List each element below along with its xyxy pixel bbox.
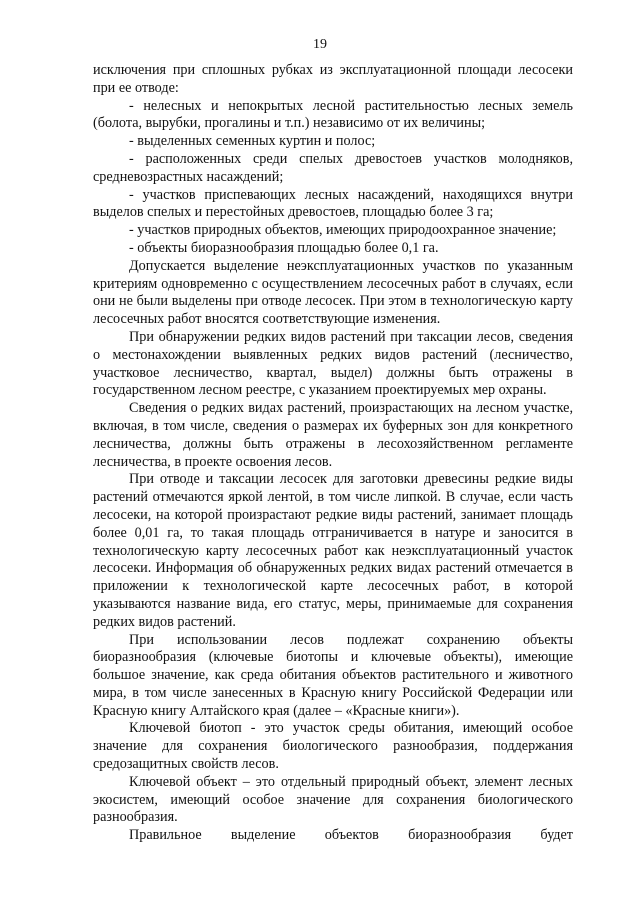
list-item: - выделенных семенных куртин и полос; [129,133,376,150]
paragraph: При использовании лесов подлежат сохранению объекты биоразнообразия (ключевые биотопы и ключевые объекты), имеющие большое значение, как среда обитания объектов растительного и животного мира, в том числе занесенных в Красную книгу Российской Федерации или Красную книгу Алтайского края (далее – «Красные книги»). [93,631,573,719]
document-body [93,62,573,845]
page-number: 19 [313,37,327,52]
paragraph: При обнаружении редких видов растений при таксации лесов, сведения о местонахождении выявленных редких видов растений (лесничество, участковое лесничество, квартал, выдел) должны быть отражены в государственном лесном реестре, с указанием проектируемых мер охраны. [93,328,573,399]
paragraph: При отводе и таксации лесосек для заготовки древесины редкие виды растений отмечаются яркой лентой, в том числе липкой. В случае, если часть лесосеки, на которой произрастают редкие виды растений, занимает площадь более 0,01 га, то такая площадь отграничивается в натуре и заносится в технологическую карту лесосечных работ как неэксплуатационный участок лесосеки. Информация об обнаруженных редких видах растений отмечается в приложении к технологической карте лесосечных работ, в которой указываются название вида, его статус, меры, принимаемые для сохранения редких видов растений. [93,471,573,630]
paragraph: Правильное выделение объектов биоразнообразия будет [129,827,573,844]
paragraph: Допускается выделение неэксплуатационных участков по указанным критериям одновременно с осуществлением лесосечных работ в случаях, если они не были выделены при отводе лесосек. При этом в технологическую карту лесосечных работ вносятся соответствующие изменения. [93,257,573,328]
list-item: - нелесных и непокрытых лесной растительностью лесных земель (болота, вырубки, прогалины и т.п.) независимо от их величины; [93,97,573,132]
paragraph: Ключевой биотоп - это участок среды обитания, имеющий особое значение для сохранения биологического разнообразия, поддержания средозащитных свойств лесов. [93,720,573,773]
list-item: - объекты биоразнообразия площадью более 0,1 га. [129,239,439,256]
list-item: - участков природных объектов, имеющих природоохранное значение; [129,222,557,239]
paragraph: Сведения о редких видах растений, произрастающих на лесном участке, включая, в том числе, сведения о размерах их буферных зон для конкретного лесничества, должны быть отражены в лесохозяйственном регламенте лесничества, в проекте освоения лесов. [93,400,573,470]
list-item: - участков приспевающих лесных насаждений, находящихся внутри выделов спелых и перестойных древостоев, площадью более 3 га; [93,186,573,221]
paragraph: Ключевой объект – это отдельный природный объект, элемент лесных экосистем, имеющий особое значение для сохранения биологического разнообразия. [93,773,573,826]
list-item: - расположенных среди спелых древостоев участков молодняков, средневозрастных насаждений; [93,150,573,185]
paragraph: исключения при сплошных рубках из эксплуатационной площади лесосеки при ее отводе: [93,62,573,96]
